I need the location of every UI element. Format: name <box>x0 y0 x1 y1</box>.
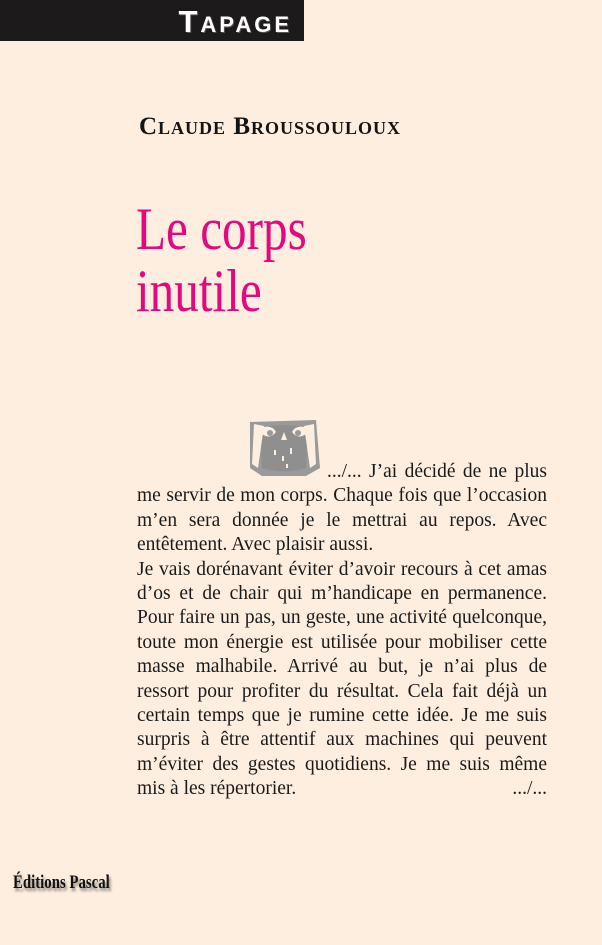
excerpt-paragraph-2 <box>137 558 547 802</box>
author-name: Claude Broussouloux <box>139 113 402 140</box>
excerpt-paragraph-1: .../... J’ai décidé de ne plus me servir de mon corps. Chaque fois que l’occasion m’en sera donnée je le mettrai au repos. Avec entêtement. Avec plaisir aussi. <box>137 461 547 556</box>
series-band <box>0 0 304 41</box>
series-name: Tapage <box>178 4 292 39</box>
publisher-logo: Éditions Pascal <box>13 872 110 893</box>
excerpt-paragraph-2-text: Je vais dorénavant éviter d’avoir recours à cet amas d’os et de chair qui m’handicape en permanence. Pour faire un pas, un geste, une activité quelconque, toute mon énergie est utilisée pour mobiliser cette masse malhabile. Arrivé au but, je n’ai plus de ressort pour profiter du résultat. Cela fait déjà un certain temps que je rumine cette idée. Je me suis surpris à être attentif aux machines qui peuvent m’éviter des gestes quotidiens. Je me suis même mis à les répertorier. <box>137 558 547 800</box>
title-line-2: inutile <box>136 258 262 324</box>
book-title <box>136 198 307 322</box>
back-excerpt <box>137 460 547 802</box>
closing-ellipsis: .../... <box>512 778 547 800</box>
title-line-1: Le corps <box>136 196 307 262</box>
